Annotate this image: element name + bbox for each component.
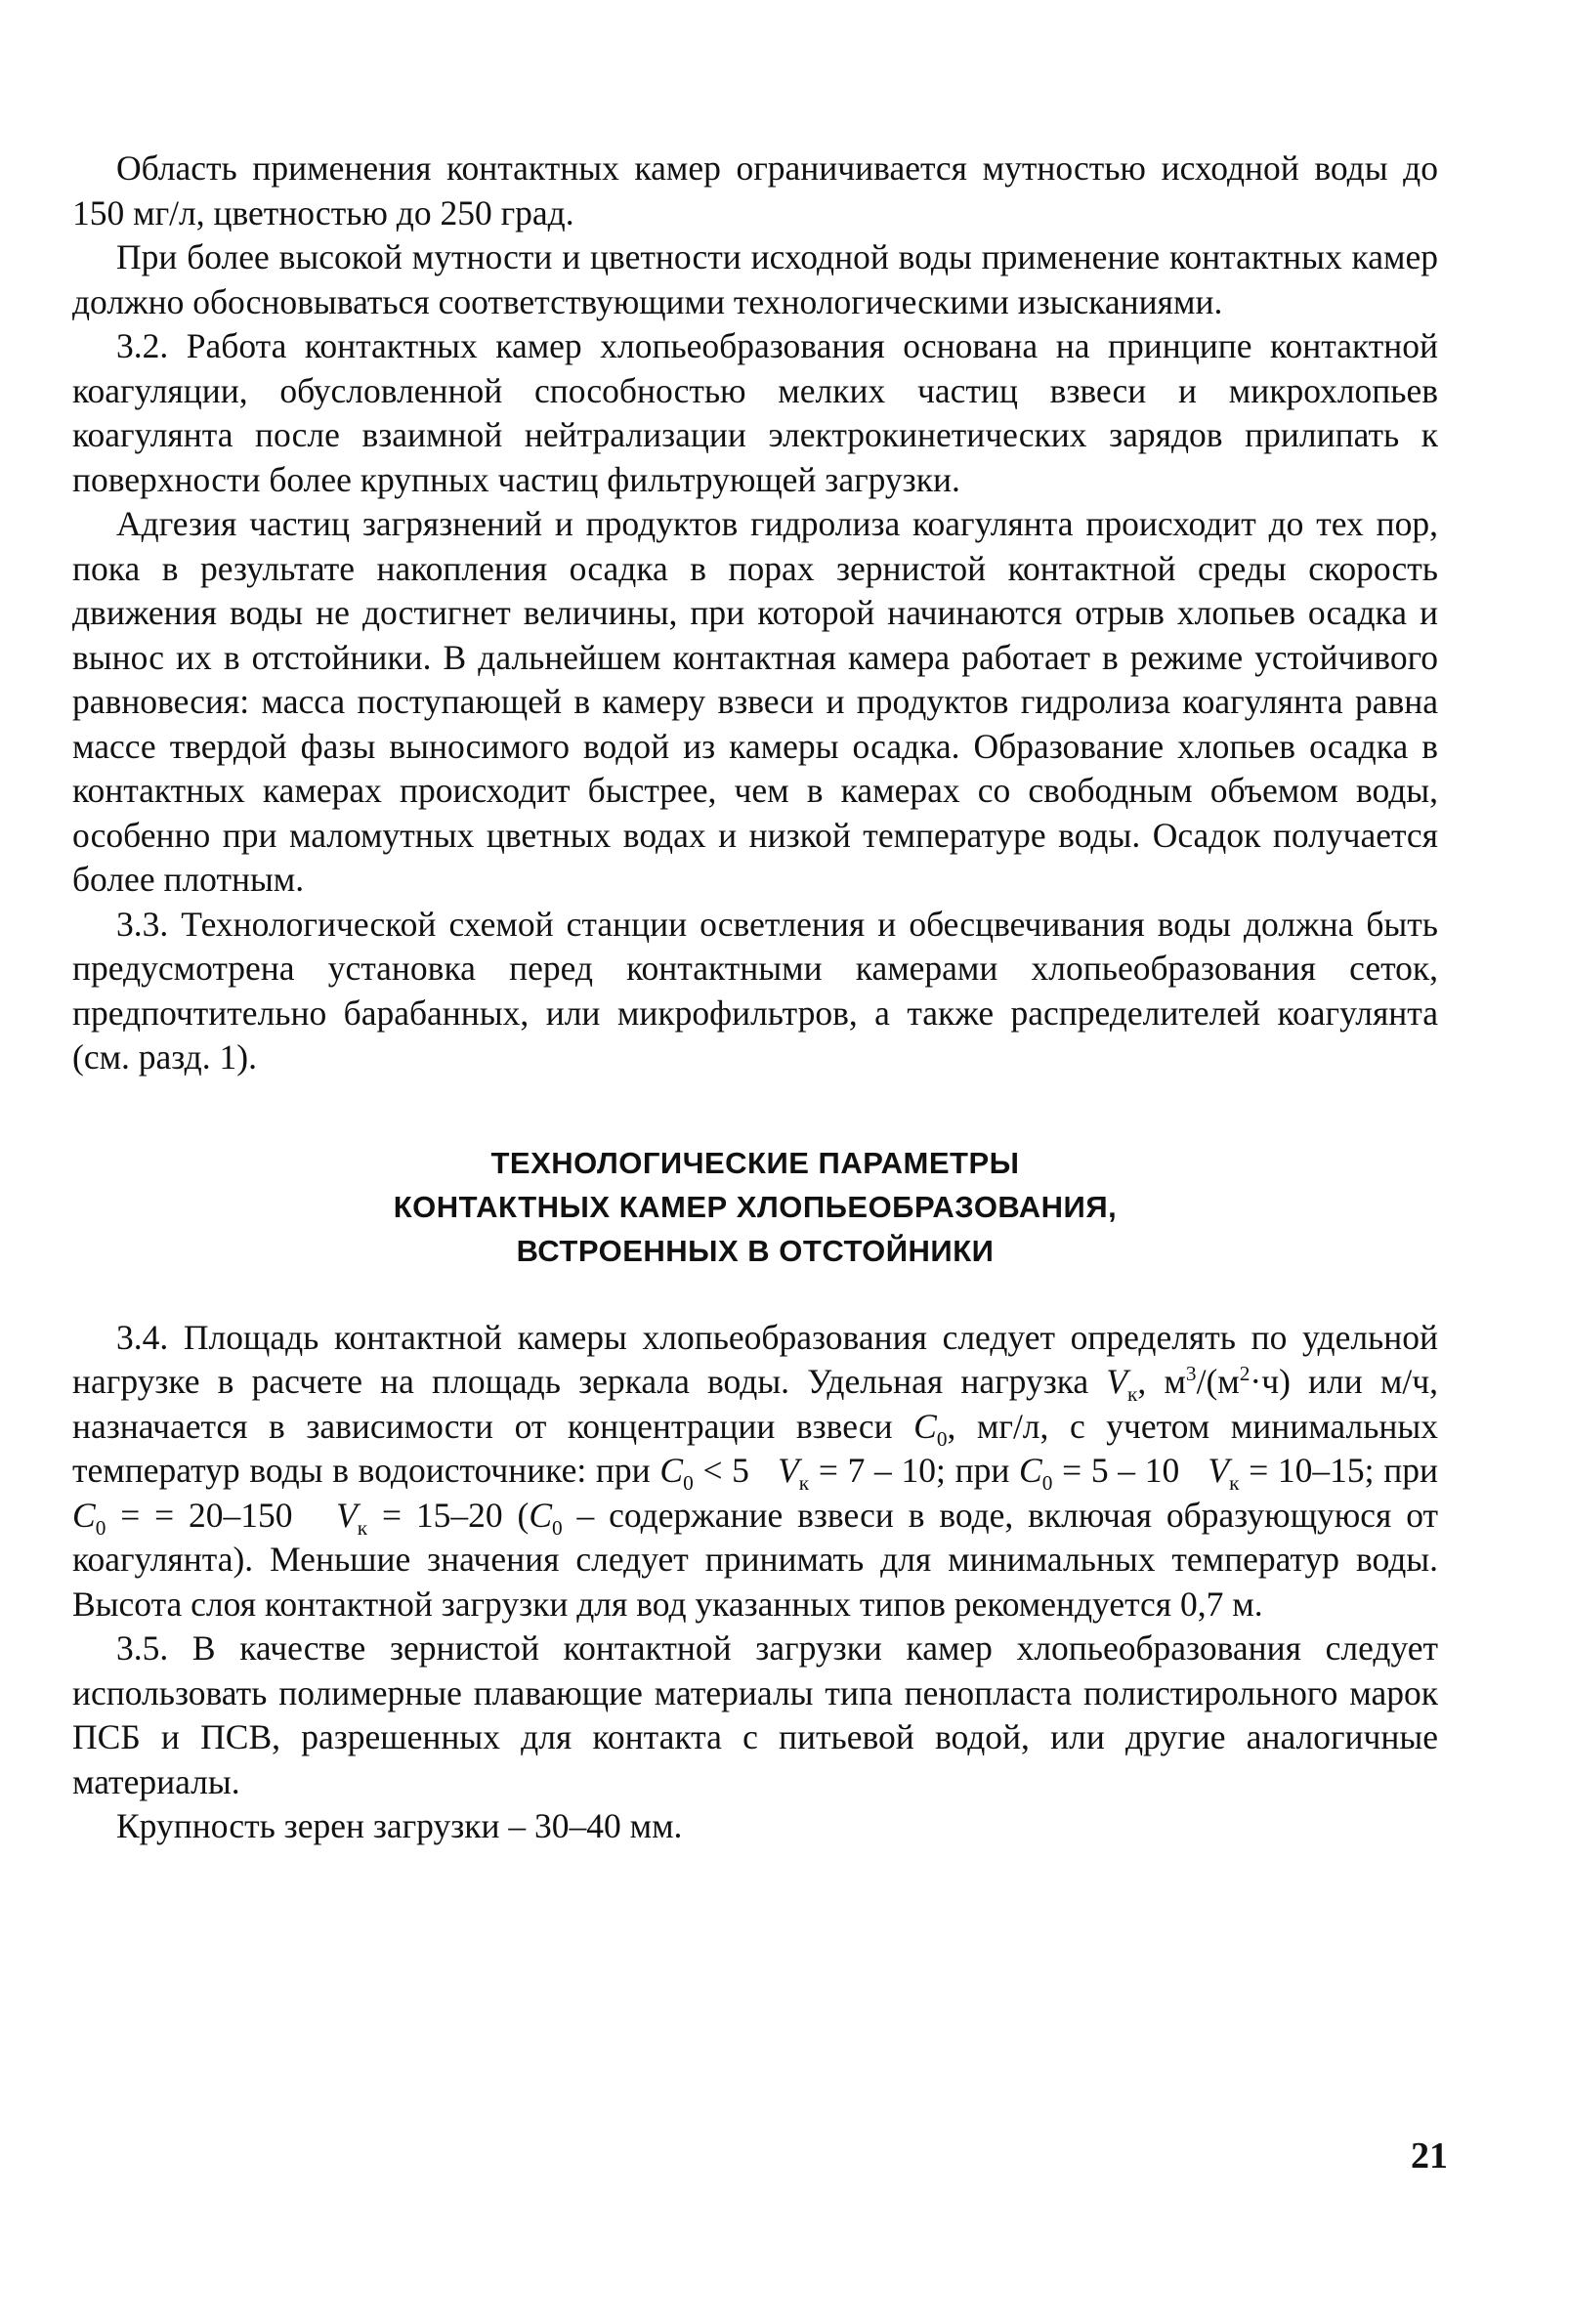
symbol-v: V xyxy=(1208,1451,1230,1490)
value-1: = 7 – 10; при xyxy=(818,1451,1020,1490)
unit-sup-3: 3 xyxy=(1185,1362,1197,1386)
symbol-v: V xyxy=(336,1495,358,1535)
symbol-c: C xyxy=(1019,1451,1042,1490)
symbol-v-subscript: к xyxy=(1127,1382,1138,1407)
page-content xyxy=(72,147,1438,1849)
condition-3: = = 20–150 xyxy=(120,1495,293,1535)
page-number: 21 xyxy=(1411,2135,1448,2176)
heading-line-3: ВСТРОЕННЫХ В ОТСТОЙНИКИ xyxy=(516,1233,995,1268)
symbol-v-subscript: к xyxy=(798,1471,810,1496)
symbol-c: C xyxy=(913,1406,937,1446)
unit-sup-2: 2 xyxy=(1239,1362,1251,1386)
symbol-c-subscript: 0 xyxy=(683,1471,694,1496)
symbol-c-subscript: 0 xyxy=(95,1515,106,1540)
symbol-c-subscript: 0 xyxy=(936,1426,948,1451)
p34-text-4: ·ч) или м/ч, назначается в зависимости от концентрации взвеси xyxy=(72,1362,1438,1446)
symbol-v: V xyxy=(1106,1362,1128,1401)
symbol-c: C xyxy=(529,1495,553,1535)
symbol-v: V xyxy=(778,1451,799,1490)
p34-text-5: , мг/л, с учетом минимальных температур воды в водоисточнике: при xyxy=(72,1406,1439,1490)
p34-text-3: /(м xyxy=(1196,1362,1240,1401)
p34-text-6: – содержание взвеси в воде, включая образующуюся от коагулянта). Меньшие значения следует принимать для минимальных температур воды. Высота слоя контактной загрузки для вод указанных типов рекомендуется 0,7 м. xyxy=(72,1495,1439,1624)
paragraph-3-3: 3.3. Технологической схемой станции осветления и обесцвечивания воды должна быть предусмотрена установка перед контактными камерами хлопьеобразования сеток, предпочтительно барабанных, или микрофильтров, а также распределителей коагулянта (см. разд. 1). xyxy=(72,904,1438,1077)
symbol-c: C xyxy=(659,1451,684,1490)
paragraph-high-turbidity: При более высокой мутности и цветности исходной воды применение контактных камер должно обосновываться соответствующими технологическими изысканиями. xyxy=(72,237,1438,321)
symbol-c-subscript: 0 xyxy=(1041,1471,1053,1496)
p34-text-2: , м xyxy=(1137,1362,1186,1401)
symbol-v-subscript: к xyxy=(357,1515,368,1540)
paragraph-adhesion: Адгезия частиц загрязнений и продуктов гидролиза коагулянта происходит до тех пор, пока в результате накопления осадка в порах зернистой контактной среды скорость движения воды не достигнет величины, при которой начинаются отрыв хлопьев осадка и вынос их в отстойники. В дальнейшем контактная камера работает в режиме устойчивого равновесия: масса поступающей в камеру взвеси и продуктов гидролиза коагулянта равна массе твердой фазы выносимого водой из камеры осадка. Образование хлопьев осадка в контактных камерах происходит быстрее, чем в камерах со свободным объемом воды, особенно при маломутных цветных водах и низкой температуре воды. Осадок получается более плотным. xyxy=(72,504,1438,899)
paragraph-scope: Область применения контактных камер ограничивается мутностью исходной воды до 150 мг/л, цветностью до 250 град. xyxy=(72,148,1438,232)
paragraph-3-5: 3.5. В качестве зернистой контактной загрузки камер хлопьеобразования следует использовать полимерные плавающие материалы типа пенопласта полистирольного марок ПСБ и ПСВ, разрешенных для контакта с питьевой водой, или другие аналогичные материалы. xyxy=(72,1628,1438,1801)
paragraph-3-4 xyxy=(72,1316,1438,1627)
symbol-c: C xyxy=(72,1495,96,1535)
symbol-c-subscript: 0 xyxy=(552,1515,563,1540)
condition-1: < 5 xyxy=(702,1451,749,1490)
value-2: = 10–15; при xyxy=(1249,1451,1438,1490)
section-heading xyxy=(72,1141,1438,1273)
condition-2: = 5 – 10 xyxy=(1062,1451,1180,1490)
symbol-v-subscript: к xyxy=(1229,1471,1240,1496)
p34-text-1: 3.4. Площадь контактной камеры хлопьеобразования следует определять по удельной нагрузке в расчете на площадь зеркала воды. Удельная нагрузка xyxy=(72,1317,1438,1401)
heading-line-1: ТЕХНОЛОГИЧЕСКИЕ ПАРАМЕТРЫ xyxy=(490,1145,1020,1180)
paragraph-3-2: 3.2. Работа контактных камер хлопьеобразования основана на принципе контактной коагуляции, обусловленной способностью мелких частиц взвеси и микрохлопьев коагулянта после взаимной нейтрализации электрокинетических зарядов прилипать к поверхности более крупных частиц фильтрующей загрузки. xyxy=(72,326,1438,499)
paragraph-grain-size: Крупность зерен загрузки – 30–40 мм. xyxy=(116,1806,683,1845)
value-3: = 15–20 ( xyxy=(382,1495,530,1535)
heading-line-2: КОНТАКТНЫХ КАМЕР ХЛОПЬЕОБРАЗОВАНИЯ, xyxy=(393,1189,1118,1224)
